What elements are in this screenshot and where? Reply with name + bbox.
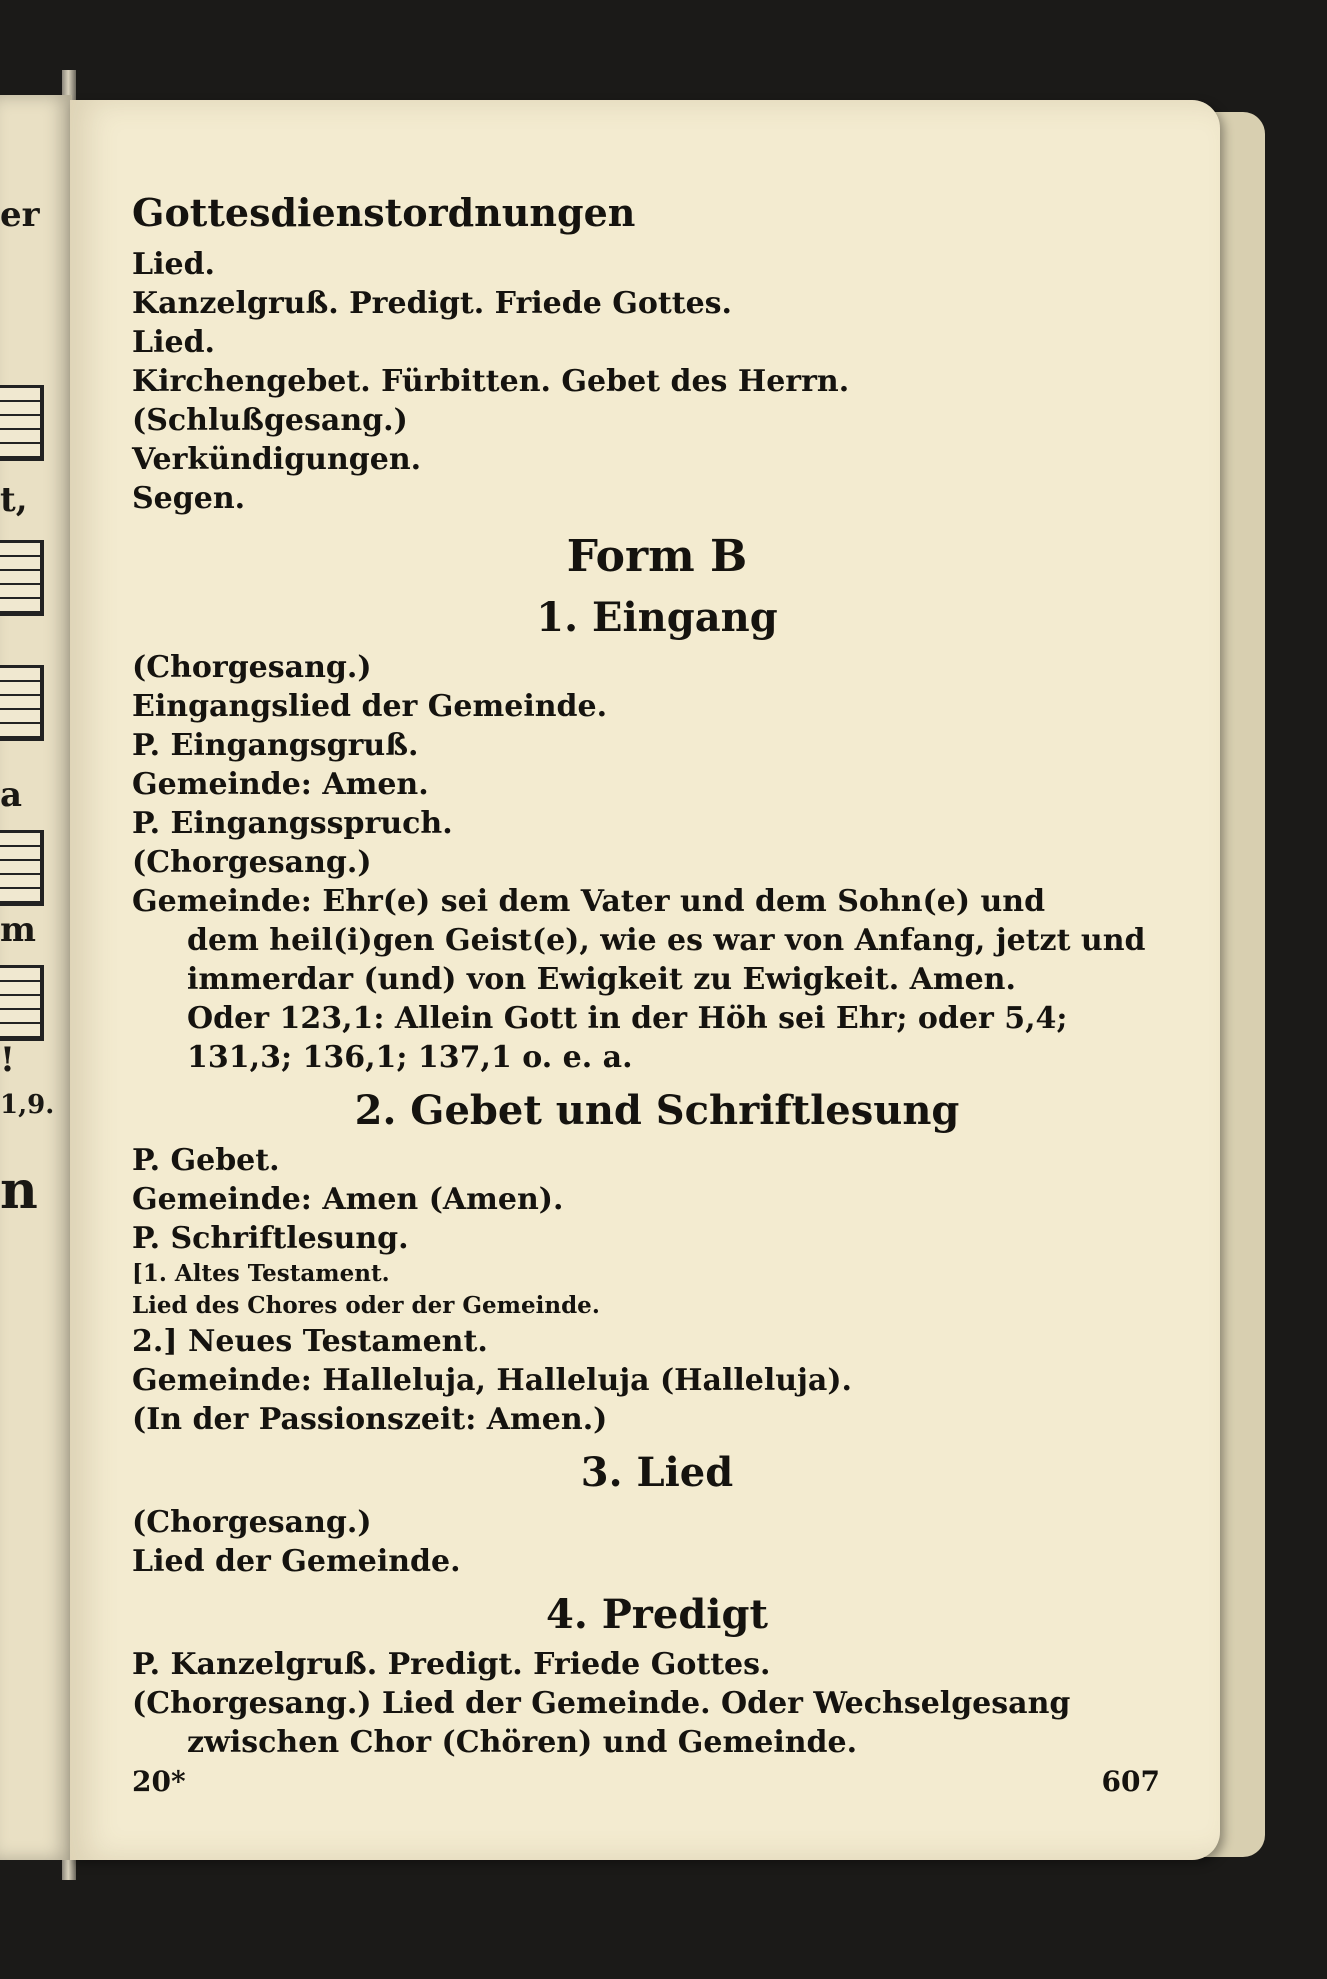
indented-line: immerdar (und) von Ewigkeit zu Ewigkeit. Amen. <box>187 962 1016 997</box>
text-line: Gemeinde: Halleluja, Halleluja (Halleluja). <box>132 1363 852 1398</box>
left-fragment-text: t, <box>0 480 28 520</box>
text-line: Gemeinde: Amen (Amen). <box>132 1182 564 1217</box>
signature-mark: 20* <box>132 1765 186 1798</box>
music-staff-fragment <box>0 830 44 906</box>
left-page-fragment <box>0 95 72 1860</box>
text-line: Gemeinde: Ehr(e) sei dem Vater und dem Sohn(e) und <box>132 884 1046 919</box>
text-line: P. Eingangsspruch. <box>132 806 453 841</box>
text-line: Lied. <box>132 325 215 360</box>
indented-line: zwischen Chor (Chören) und Gemeinde. <box>187 1725 858 1760</box>
text-line: (Chorgesang.) <box>132 845 372 880</box>
left-fragment-text: m <box>0 910 36 950</box>
form-title: Form B <box>566 531 748 582</box>
music-staff-fragment <box>0 540 44 616</box>
text-line: P. Schriftlesung. <box>132 1221 409 1256</box>
text-line: 2.] Neues Testament. <box>132 1324 488 1359</box>
text-line: P. Gebet. <box>132 1143 280 1178</box>
indented-line: dem heil(i)gen Geist(e), wie es war von Anfang, jetzt und <box>187 923 1146 958</box>
section-title: 1. Eingang <box>536 594 778 641</box>
text-line: (In der Passionszeit: Amen.) <box>132 1402 608 1437</box>
left-fragment-text: ! <box>0 1040 15 1080</box>
page-number: 607 <box>1101 1765 1160 1798</box>
section-title: 2. Gebet und Schriftlesung <box>354 1087 960 1134</box>
page-footer <box>132 1765 1160 1798</box>
text-line: Kanzelgruß. Predigt. Friede Gottes. <box>132 286 732 321</box>
text-line: (Chorgesang.) Lied der Gemeinde. Oder Wechselgesang <box>132 1686 1071 1721</box>
running-header: Gottesdienstordnungen <box>132 190 636 235</box>
text-line: Lied. <box>132 247 215 282</box>
section-title: 3. Lied <box>580 1449 734 1496</box>
text-line: P. Kanzelgruß. Predigt. Friede Gottes. <box>132 1647 771 1682</box>
indented-line: Oder 123,1: Allein Gott in der Höh sei Ehr; oder 5,4; <box>187 1001 1068 1036</box>
text-line: Lied der Gemeinde. <box>132 1544 461 1579</box>
text-line: (Chorgesang.) <box>132 650 372 685</box>
text-line: (Chorgesang.) <box>132 1505 372 1540</box>
text-line: Kirchengebet. Fürbitten. Gebet des Herrn. <box>132 364 850 399</box>
music-staff-fragment <box>0 385 44 461</box>
text-line: Gemeinde: Amen. <box>132 767 429 802</box>
left-fragment-text: 1,9. <box>0 1090 55 1120</box>
text-line: Segen. <box>132 481 246 516</box>
text-line: Verkündigungen. <box>132 442 422 477</box>
small-text-line: [1. Altes Testament. <box>132 1260 390 1287</box>
music-staff-fragment <box>0 965 44 1041</box>
small-text-line: Lied des Chores oder der Gemeinde. <box>132 1292 600 1319</box>
left-fragment-text: a <box>0 775 23 815</box>
page-content <box>132 190 1182 1762</box>
indented-line: 131,3; 136,1; 137,1 o. e. a. <box>187 1040 633 1075</box>
section-title: 4. Predigt <box>546 1591 768 1638</box>
text-line: P. Eingangsgruß. <box>132 728 419 763</box>
left-fragment-text: n <box>0 1160 38 1221</box>
music-staff-fragment <box>0 665 44 741</box>
book-page <box>70 100 1220 1860</box>
text-line: (Schlußgesang.) <box>132 403 408 438</box>
left-fragment-text: er <box>0 195 40 235</box>
text-line: Eingangslied der Gemeinde. <box>132 689 608 724</box>
intro-block <box>132 245 1182 518</box>
